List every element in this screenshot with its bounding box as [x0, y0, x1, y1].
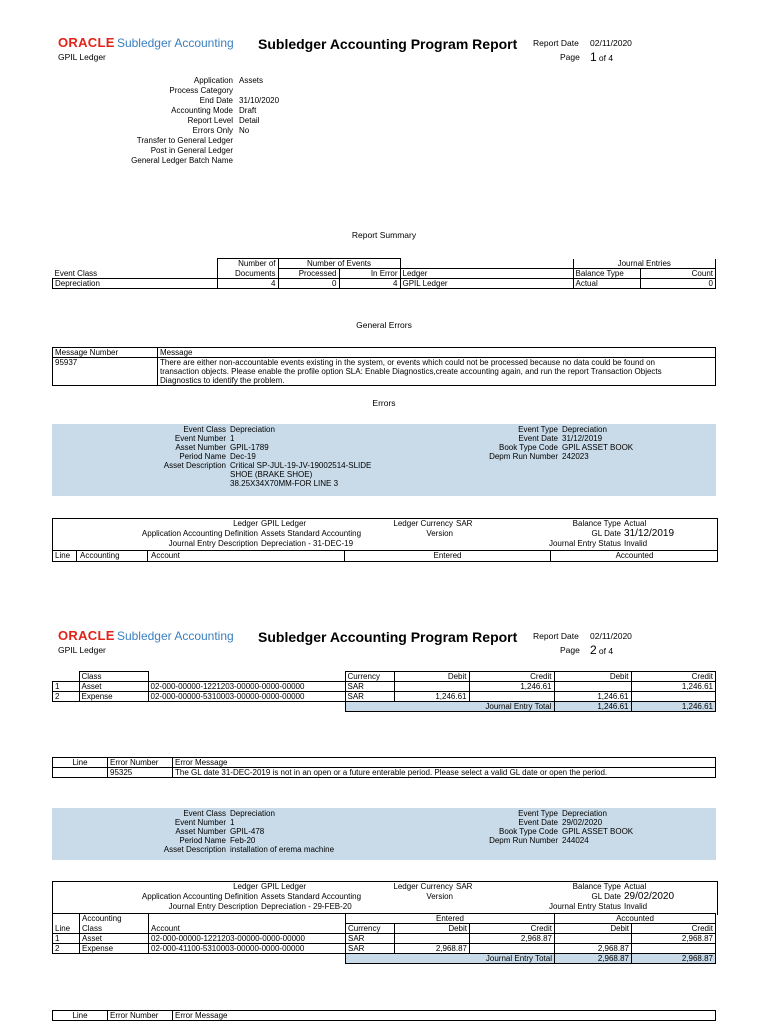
errors-title: Errors [372, 398, 396, 408]
param-label: General Ledger Batch Name [131, 156, 233, 165]
event-type-value: Depreciation [562, 809, 607, 818]
h-entered: Entered [346, 914, 555, 924]
cell-accounted-debit: 1,246.61 [554, 692, 631, 702]
param-label: Transfer to General Ledger [136, 136, 233, 145]
page-number: 1 [590, 50, 597, 64]
label-event-class: Event Class [183, 809, 226, 818]
label-app-acct-def: Application Accounting Definition [141, 529, 258, 538]
h-accounted: Accounted [555, 914, 716, 924]
summary-in-error: 4 [339, 279, 400, 289]
h-ledger: Ledger [400, 269, 573, 279]
cell-account: 02-000-00000-5310003-00000-0000-00000 [148, 692, 345, 702]
h-currency: Currency [346, 924, 395, 934]
oracle-logo [58, 35, 234, 50]
event-date-value: 29/02/2020 [562, 818, 603, 827]
cell-account: 02-000-00000-1221203-00000-0000-00000 [148, 682, 345, 692]
page-indicator [590, 50, 613, 64]
label-asset-number: Asset Number [175, 827, 226, 836]
asset-number-value: GPIL-1789 [230, 443, 269, 452]
label-ledger-currency: Ledger Currency [393, 882, 453, 891]
param-label: Report Level [187, 116, 233, 125]
summary-balance-type: Actual [573, 279, 640, 289]
event-type-value: Depreciation [562, 425, 607, 434]
summary-count: 0 [640, 279, 716, 289]
event-date-value: 31/12/2019 [562, 434, 603, 443]
ledger-currency-value: SAR [456, 882, 473, 891]
h-accounted-debit: Debit [554, 672, 631, 682]
event-number-value: 1 [230, 434, 235, 443]
h-line: Line [53, 758, 108, 768]
error-number: 95325 [108, 768, 173, 778]
message-line: Diagnostics to identify the problem. [160, 376, 285, 385]
h-error-number: Error Number [108, 1011, 173, 1021]
label-asset-description: Asset Description [163, 845, 226, 854]
param-value: 31/10/2020 [239, 96, 280, 105]
label-je-desc: Journal Entry Description [168, 902, 258, 911]
cell-entered-credit: 1,246.61 [469, 682, 554, 692]
je-total-credit: 1,246.61 [631, 702, 716, 712]
page-label: Page [560, 52, 580, 62]
h-num-events: Number of Events [278, 259, 400, 269]
h-processed: Processed [278, 269, 339, 279]
cell-accounted-credit: 1,246.61 [631, 682, 716, 692]
balance-type-value: Actual [624, 519, 647, 528]
label-balance-type: Balance Type [572, 882, 621, 891]
cell-entered-credit: 2,968.87 [470, 934, 555, 944]
param-value [236, 86, 282, 96]
label-gl-date: GL Date [591, 892, 621, 901]
param-label: Post in General Ledger [150, 146, 233, 155]
param-label: Errors Only [192, 126, 233, 135]
journal-header-1 [52, 518, 718, 562]
cell-currency: SAR [345, 682, 394, 692]
label-je-desc: Journal Entry Description [168, 539, 258, 548]
label-event-number: Event Number [174, 818, 226, 827]
report-date-value: 02/11/2020 [590, 631, 632, 641]
report-date-label: Report Date [533, 38, 579, 48]
product-name: Subledger Accounting [116, 36, 234, 50]
label-book-type-code: Book Type Code [498, 827, 558, 836]
asset-number-value: GPIL-478 [230, 827, 265, 836]
param-value: Assets [239, 76, 264, 85]
event-2-right [482, 809, 635, 845]
summary-ledger: GPIL Ledger [400, 279, 573, 289]
param-value [236, 156, 282, 166]
event-number-value: 1 [230, 818, 235, 827]
h-error-message: Error Message [173, 758, 716, 768]
summary-event-class: Depreciation [53, 279, 218, 289]
book-type-code-value: GPIL ASSET BOOK [562, 827, 634, 836]
je-desc-value: Depreciation - 29-FEB-20 [261, 902, 352, 911]
gl-date-value: 31/12/2019 [624, 528, 675, 539]
h-event-class: Event Class [53, 269, 218, 279]
h-currency: Currency [345, 672, 394, 682]
cell-currency: SAR [346, 944, 395, 954]
cell-class: Expense [79, 692, 148, 702]
cell-line: 1 [53, 934, 80, 944]
label-je-status: Journal Entry Status [548, 539, 621, 548]
gl-date-value: 29/02/2020 [624, 891, 675, 902]
report-summary-title: Report Summary [351, 230, 417, 240]
table-row [53, 358, 716, 386]
h-entered-debit: Debit [394, 672, 469, 682]
page-indicator [590, 643, 613, 657]
journal-total-row [53, 954, 716, 964]
h-balance-type: Balance Type [573, 269, 640, 279]
cell-entered-credit [469, 692, 554, 702]
journal-header-2 [52, 881, 718, 915]
label-asset-description: Asset Description [163, 461, 226, 470]
param-label: Accounting Mode [171, 106, 233, 115]
summary-documents: 4 [217, 279, 278, 289]
page-title: Subledger Accounting Program Report [258, 36, 518, 52]
table-row [53, 768, 716, 778]
table-row [53, 692, 716, 702]
table-row [53, 682, 716, 692]
cell-entered-credit [470, 944, 555, 954]
report-date-label: Report Date [533, 631, 579, 641]
label-period-name: Period Name [179, 452, 226, 461]
period-name-value: Feb-20 [230, 836, 256, 845]
h-accounted-credit: Credit [631, 672, 716, 682]
label-event-class: Event Class [183, 425, 226, 434]
label-ledger: Ledger [233, 882, 258, 891]
event-1-errors [52, 757, 716, 778]
report-summary-table [52, 258, 716, 289]
oracle-logo [58, 628, 234, 643]
cell-line: 2 [53, 692, 80, 702]
label-book-type-code: Book Type Code [498, 443, 558, 452]
je-total-label: Journal Entry Total [345, 702, 554, 712]
deprn-run-number-value: 242023 [562, 452, 589, 461]
ledger-value: GPIL Ledger [261, 882, 307, 891]
event-2-errors [52, 1010, 716, 1021]
h-count: Count [640, 269, 716, 279]
label-je-status: Journal Entry Status [548, 902, 621, 911]
app-acct-def-value: Assets Standard Accounting [261, 892, 362, 901]
page-number: 2 [590, 643, 597, 657]
h-accounted: Accounted [550, 551, 718, 561]
param-value: No [239, 126, 250, 135]
h-class: Class [79, 672, 148, 682]
period-name-value: Dec-19 [230, 452, 256, 461]
table-row [53, 944, 716, 954]
report-parameters [100, 76, 282, 166]
label-event-type: Event Type [518, 809, 558, 818]
message-line: transaction objects. Please enable the profile option SLA: Enable Diagnostics,create accounting again, and run the report Transaction Objects [160, 367, 662, 376]
balance-type-value: Actual [624, 882, 647, 891]
label-ledger: Ledger [233, 519, 258, 528]
page-label: Page [560, 645, 580, 655]
oracle-wordmark: ORACLE [58, 35, 115, 50]
page-total: of 4 [598, 646, 614, 656]
param-label: Process Category [169, 86, 233, 95]
cell-line: 2 [53, 944, 80, 954]
product-name: Subledger Accounting [116, 629, 234, 643]
je-status-value: Invalid [624, 902, 648, 911]
event-1-right [482, 425, 635, 461]
journal-lines-2 [52, 913, 716, 964]
cell-account: 02-000-00000-1221203-00000-0000-00000 [149, 934, 346, 944]
h-journal-entries: Journal Entries [573, 259, 716, 269]
book-type-code-value: GPIL ASSET BOOK [562, 443, 634, 452]
summary-processed: 0 [278, 279, 339, 289]
h-entered-credit: Credit [469, 672, 554, 682]
h-message-number: Message Number [53, 348, 158, 358]
label-balance-type: Balance Type [572, 519, 621, 528]
cell-entered-debit [394, 682, 469, 692]
asset-description-value: SHOE (BRAKE SHOE) [230, 470, 313, 479]
cell-accounted-debit [554, 682, 631, 692]
je-total-label: Journal Entry Total [346, 954, 555, 964]
asset-description-value: installation of erema machine [230, 845, 335, 854]
cell-accounted-credit [632, 944, 716, 954]
h-line: Line [55, 551, 71, 560]
ledger-name: GPIL Ledger [58, 52, 106, 62]
h-accounting: Accounting [76, 551, 120, 561]
table-row [53, 934, 716, 944]
cell-accounted-debit: 2,968.87 [555, 944, 632, 954]
message-number: 95937 [53, 358, 158, 386]
cell-class: Asset [80, 934, 149, 944]
cell-accounted-credit [631, 692, 716, 702]
je-desc-value: Depreciation - 31-DEC-19 [261, 539, 354, 548]
h-documents: Documents [217, 269, 278, 279]
label-version: Version [426, 529, 453, 538]
h-message: Message [158, 348, 716, 358]
h-entered: Entered [344, 551, 550, 561]
h-account: Account [149, 924, 346, 934]
h-error-number: Error Number [108, 758, 173, 768]
ledger-value: GPIL Ledger [261, 519, 307, 528]
event-2-left [142, 809, 336, 854]
h-error-message: Error Message [173, 1011, 716, 1021]
h-accounted-credit: Credit [632, 924, 716, 934]
je-status-value: Invalid [624, 539, 648, 548]
page-title: Subledger Accounting Program Report [258, 629, 518, 645]
table-row [53, 279, 716, 289]
asset-description-value: 38.25X34X70MM-FOR LINE 3 [230, 479, 339, 488]
app-acct-def-value: Assets Standard Accounting [261, 529, 362, 538]
event-1-left [142, 425, 373, 488]
report-date-value: 02/11/2020 [590, 38, 632, 48]
label-app-acct-def: Application Accounting Definition [141, 892, 258, 901]
h-accounting: Accounting [80, 914, 149, 924]
label-ledger-currency: Ledger Currency [393, 519, 453, 528]
cell-accounted-debit [555, 934, 632, 944]
cell-account: 02-000-41100-5310003-00000-0000-00000 [149, 944, 346, 954]
param-label: Application [193, 76, 233, 85]
cell-entered-debit: 2,968.87 [395, 944, 470, 954]
label-event-date: Event Date [518, 818, 558, 827]
label-event-number: Event Number [174, 434, 226, 443]
param-value [236, 146, 282, 156]
deprn-run-number-value: 244024 [562, 836, 589, 845]
cell-currency: SAR [346, 934, 395, 944]
h-in-error: In Error [339, 269, 400, 279]
label-period-name: Period Name [179, 836, 226, 845]
cell-currency: SAR [345, 692, 394, 702]
label-event-type: Event Type [518, 425, 558, 434]
ledger-currency-value: SAR [456, 519, 473, 528]
h-num-docs: Number of [217, 259, 278, 269]
label-event-date: Event Date [518, 434, 558, 443]
event-1-details [52, 424, 716, 496]
ledger-name: GPIL Ledger [58, 645, 106, 655]
general-errors-table [52, 347, 716, 386]
page-total: of 4 [598, 53, 614, 63]
h-line: Line [53, 924, 80, 934]
event-2-details [52, 808, 716, 860]
param-value [236, 136, 282, 146]
je-total-debit: 2,968.87 [555, 954, 632, 964]
asset-description-value: Critical SP-JUL-19-JV-19002514-SLIDE [230, 461, 372, 470]
event-class-value: Depreciation [230, 809, 275, 818]
message-line: There are either non-accountable events existing in the system, or events which could not be processed because no data could be found on [160, 358, 655, 367]
param-value: Detail [239, 116, 260, 125]
cell-class: Expense [80, 944, 149, 954]
label-gl-date: GL Date [591, 529, 621, 538]
cell-entered-debit: 1,246.61 [394, 692, 469, 702]
cell-entered-debit [395, 934, 470, 944]
je-total-debit: 1,246.61 [554, 702, 631, 712]
param-label: End Date [199, 96, 233, 105]
label-asset-number: Asset Number [175, 443, 226, 452]
oracle-wordmark: ORACLE [58, 628, 115, 643]
param-value: Draft [239, 106, 257, 115]
journal-lines-1 [52, 671, 716, 712]
label-deprn-run-number: Depm Run Number [489, 836, 558, 845]
h-class: Class [80, 924, 149, 934]
je-total-credit: 2,968.87 [632, 954, 716, 964]
h-entered-debit: Debit [395, 924, 470, 934]
h-line: Line [53, 1011, 108, 1021]
h-account: Account [147, 551, 180, 561]
h-entered-credit: Credit [470, 924, 555, 934]
label-version: Version [426, 892, 453, 901]
event-class-value: Depreciation [230, 425, 275, 434]
general-errors-title: General Errors [356, 320, 412, 330]
cell-line: 1 [53, 682, 80, 692]
h-accounted-debit: Debit [555, 924, 632, 934]
label-deprn-run-number: Depm Run Number [489, 452, 558, 461]
cell-accounted-credit: 2,968.87 [632, 934, 716, 944]
cell-class: Asset [79, 682, 148, 692]
journal-total-row [53, 702, 716, 712]
error-message: The GL date 31-DEC-2019 is not in an open or a future enterable period. Please select a valid GL date or open the period. [173, 768, 716, 778]
